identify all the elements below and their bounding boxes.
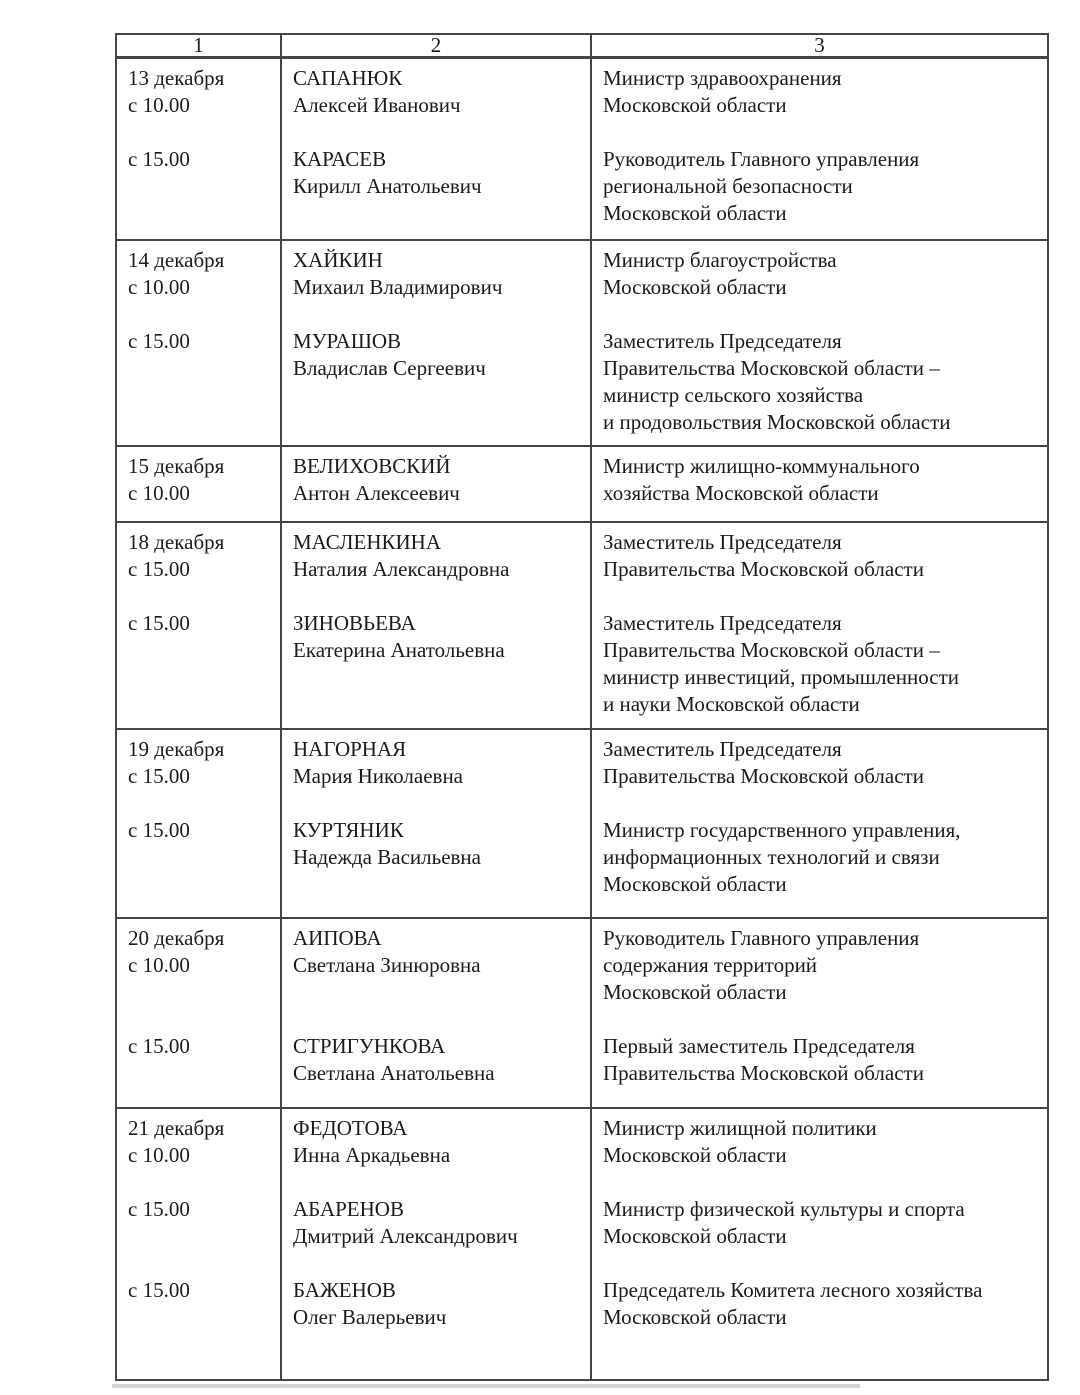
entry-position	[603, 328, 1037, 436]
time-label: с 10.00	[128, 952, 190, 977]
entry-time	[128, 1196, 270, 1250]
entry-position	[603, 925, 1037, 1006]
entry-name	[293, 453, 580, 507]
name-cell	[281, 729, 591, 918]
person-name-line: МАСЛЕНКИНА	[293, 529, 442, 554]
time-label: с 15.00	[128, 763, 190, 788]
table-row	[116, 446, 1048, 522]
date-time-cell	[116, 240, 281, 446]
entry-position	[603, 1196, 1037, 1250]
person-position-line: Руководитель Главного управления	[603, 147, 920, 171]
person-position-line: хозяйства Московской области	[603, 480, 879, 505]
entry-time	[128, 65, 270, 119]
person-name-line: САПАНЮК	[293, 66, 403, 90]
person-position-line: Заместитель Председателя	[603, 736, 842, 761]
header-cell-1: 1	[116, 34, 281, 58]
position-cell	[591, 918, 1048, 1108]
time-label: с 10.00	[128, 93, 190, 117]
person-position-line: Московской области	[603, 871, 787, 896]
person-name-line: Мария Николаевна	[293, 763, 463, 788]
entry-position	[603, 65, 1037, 119]
position-cell	[591, 522, 1048, 729]
date-label: 14 декабря	[128, 247, 225, 272]
person-name-line: АБАРЕНОВ	[293, 1196, 404, 1221]
entry-time	[128, 328, 270, 436]
person-position-line: и продовольствия Московской области	[603, 409, 951, 434]
person-position-line: региональной безопасности	[603, 174, 853, 198]
person-name-line: БАЖЕНОВ	[293, 1277, 396, 1302]
person-position-line: Министр физической культуры и спорта	[603, 1196, 965, 1221]
date-time-cell	[116, 729, 281, 918]
person-position-line: Заместитель Председателя	[603, 328, 842, 353]
table-row	[116, 918, 1048, 1108]
person-name-line: МУРАШОВ	[293, 328, 402, 353]
entry-name	[293, 610, 580, 718]
entry-position	[603, 529, 1037, 583]
header-cell-2: 2	[281, 34, 591, 58]
entry-time	[128, 146, 270, 227]
date-label: 20 декабря	[128, 925, 225, 950]
time-label: с 15.00	[128, 1277, 190, 1302]
date-time-cell	[116, 446, 281, 522]
table-row	[116, 58, 1048, 240]
person-position-line: Московской области	[603, 1142, 787, 1167]
person-position-line: Руководитель Главного управления	[603, 925, 920, 950]
entry-time	[128, 925, 270, 1006]
entry-time	[128, 453, 270, 507]
entry-time	[128, 529, 270, 583]
person-name-line: НАГОРНАЯ	[293, 736, 407, 761]
entry-time	[128, 1115, 270, 1169]
time-label: с 10.00	[128, 1142, 190, 1167]
person-name-line: Антон Алексеевич	[293, 480, 460, 505]
position-cell	[591, 1108, 1048, 1380]
header-cell-3: 3	[591, 34, 1048, 58]
entry-name	[293, 817, 580, 898]
table-row	[116, 729, 1048, 918]
person-name-line: ВЕЛИХОВСКИЙ	[293, 453, 451, 478]
time-label: с 15.00	[128, 147, 190, 171]
person-name-line: ФЕДОТОВА	[293, 1115, 408, 1140]
person-position-line: Московской области	[603, 93, 787, 117]
date-time-cell	[116, 58, 281, 240]
name-cell	[281, 58, 591, 240]
entry-position	[603, 247, 1037, 301]
person-position-line: министр сельского хозяйства	[603, 382, 864, 407]
entry-name	[293, 1196, 580, 1250]
person-position-line: Московской области	[603, 979, 787, 1004]
entry-position	[603, 817, 1037, 898]
person-position-line: информационных технологий и связи	[603, 844, 940, 869]
time-label: с 15.00	[128, 556, 190, 581]
person-name-line: Екатерина Анатольевна	[293, 637, 505, 662]
entry-position	[603, 1277, 1037, 1331]
date-label: 19 декабря	[128, 736, 225, 761]
person-name-line: Алексей Иванович	[293, 93, 461, 117]
person-position-line: министр инвестиций, промышленности	[603, 664, 960, 689]
entry-name	[293, 146, 580, 227]
entry-position	[603, 1033, 1037, 1087]
entry-time	[128, 1277, 270, 1331]
person-position-line: Правительства Московской области –	[603, 355, 940, 380]
name-cell	[281, 446, 591, 522]
entry-name	[293, 1277, 580, 1331]
entry-name	[293, 1033, 580, 1087]
table-row	[116, 240, 1048, 446]
time-label: с 15.00	[128, 1196, 190, 1221]
entry-time	[128, 817, 270, 898]
time-label: с 15.00	[128, 1033, 190, 1058]
person-position-line: Правительства Московской области	[603, 1060, 924, 1085]
person-position-line: Московской области	[603, 201, 787, 225]
person-position-line: Председатель Комитета лесного хозяйства	[603, 1277, 983, 1302]
entry-name	[293, 65, 580, 119]
entry-time	[128, 247, 270, 301]
date-time-cell	[116, 918, 281, 1108]
date-time-cell	[116, 1108, 281, 1380]
name-cell	[281, 918, 591, 1108]
person-name-line: Инна Аркадьевна	[293, 1142, 451, 1167]
person-position-line: Правительства Московской области	[603, 763, 924, 788]
person-position-line: Московской области	[603, 274, 787, 299]
person-name-line: Владислав Сергеевич	[293, 355, 486, 380]
person-name-line: Кирилл Анатольевич	[293, 174, 482, 198]
time-label: с 10.00	[128, 480, 190, 505]
position-cell	[591, 240, 1048, 446]
person-position-line: Московской области	[603, 1304, 787, 1329]
person-name-line: КУРТЯНИК	[293, 817, 404, 842]
time-label: с 15.00	[128, 328, 190, 353]
person-position-line: и науки Московской области	[603, 691, 860, 716]
person-position-line: Министр жилищной политики	[603, 1115, 877, 1140]
entry-position	[603, 736, 1037, 790]
entry-name	[293, 1115, 580, 1169]
name-cell	[281, 240, 591, 446]
person-name-line: ЗИНОВЬЕВА	[293, 610, 416, 635]
person-position-line: Министр благоустройства	[603, 247, 837, 272]
date-label: 15 декабря	[128, 453, 225, 478]
time-label: с 10.00	[128, 274, 190, 299]
name-cell	[281, 522, 591, 729]
person-position-line: Министр жилищно-коммунального	[603, 453, 920, 478]
time-label: с 15.00	[128, 817, 190, 842]
person-name-line: КАРАСЕВ	[293, 147, 387, 171]
person-position-line: Московской области	[603, 1223, 787, 1248]
entry-name	[293, 247, 580, 301]
date-label: 18 декабря	[128, 529, 225, 554]
entry-position	[603, 1115, 1037, 1169]
position-cell	[591, 58, 1048, 240]
entry-position	[603, 610, 1037, 718]
person-name-line: Светлана Зинюровна	[293, 952, 481, 977]
person-position-line: Министр государственного управления,	[603, 817, 961, 842]
entry-time	[128, 610, 270, 718]
person-name-line: Надежда Васильевна	[293, 844, 481, 869]
person-position-line: Заместитель Председателя	[603, 610, 842, 635]
table-row	[116, 1108, 1048, 1380]
date-label: 21 декабря	[128, 1115, 225, 1140]
entry-position	[603, 453, 1037, 507]
entry-name	[293, 736, 580, 790]
entry-time	[128, 736, 270, 790]
person-name-line: Олег Валерьевич	[293, 1304, 447, 1329]
entry-name	[293, 925, 580, 1006]
header-row	[116, 34, 1048, 58]
time-label: с 15.00	[128, 610, 190, 635]
person-name-line: Дмитрий Александрович	[293, 1223, 518, 1248]
schedule-table	[115, 33, 1049, 1381]
entry-time	[128, 1033, 270, 1087]
person-name-line: ХАЙКИН	[293, 247, 383, 272]
person-position-line: Правительства Московской области –	[603, 637, 940, 662]
position-cell	[591, 446, 1048, 522]
person-name-line: Наталия Александровна	[293, 556, 510, 581]
person-name-line: АИПОВА	[293, 925, 382, 950]
person-position-line: Первый заместитель Председателя	[603, 1033, 915, 1058]
person-position-line: Заместитель Председателя	[603, 529, 842, 554]
date-time-cell	[116, 522, 281, 729]
person-position-line: Министр здравоохранения	[603, 66, 842, 90]
person-name-line: СТРИГУНКОВА	[293, 1033, 446, 1058]
person-position-line: содержания территорий	[603, 952, 818, 977]
entry-name	[293, 529, 580, 583]
position-cell	[591, 729, 1048, 918]
date-label: 13 декабря	[128, 66, 225, 90]
entry-position	[603, 146, 1037, 227]
table-row	[116, 522, 1048, 729]
scan-artifact-line	[112, 1384, 860, 1388]
person-name-line: Михаил Владимирович	[293, 274, 503, 299]
person-name-line: Светлана Анатольевна	[293, 1060, 495, 1085]
person-position-line: Правительства Московской области	[603, 556, 924, 581]
entry-name	[293, 328, 580, 436]
name-cell	[281, 1108, 591, 1380]
